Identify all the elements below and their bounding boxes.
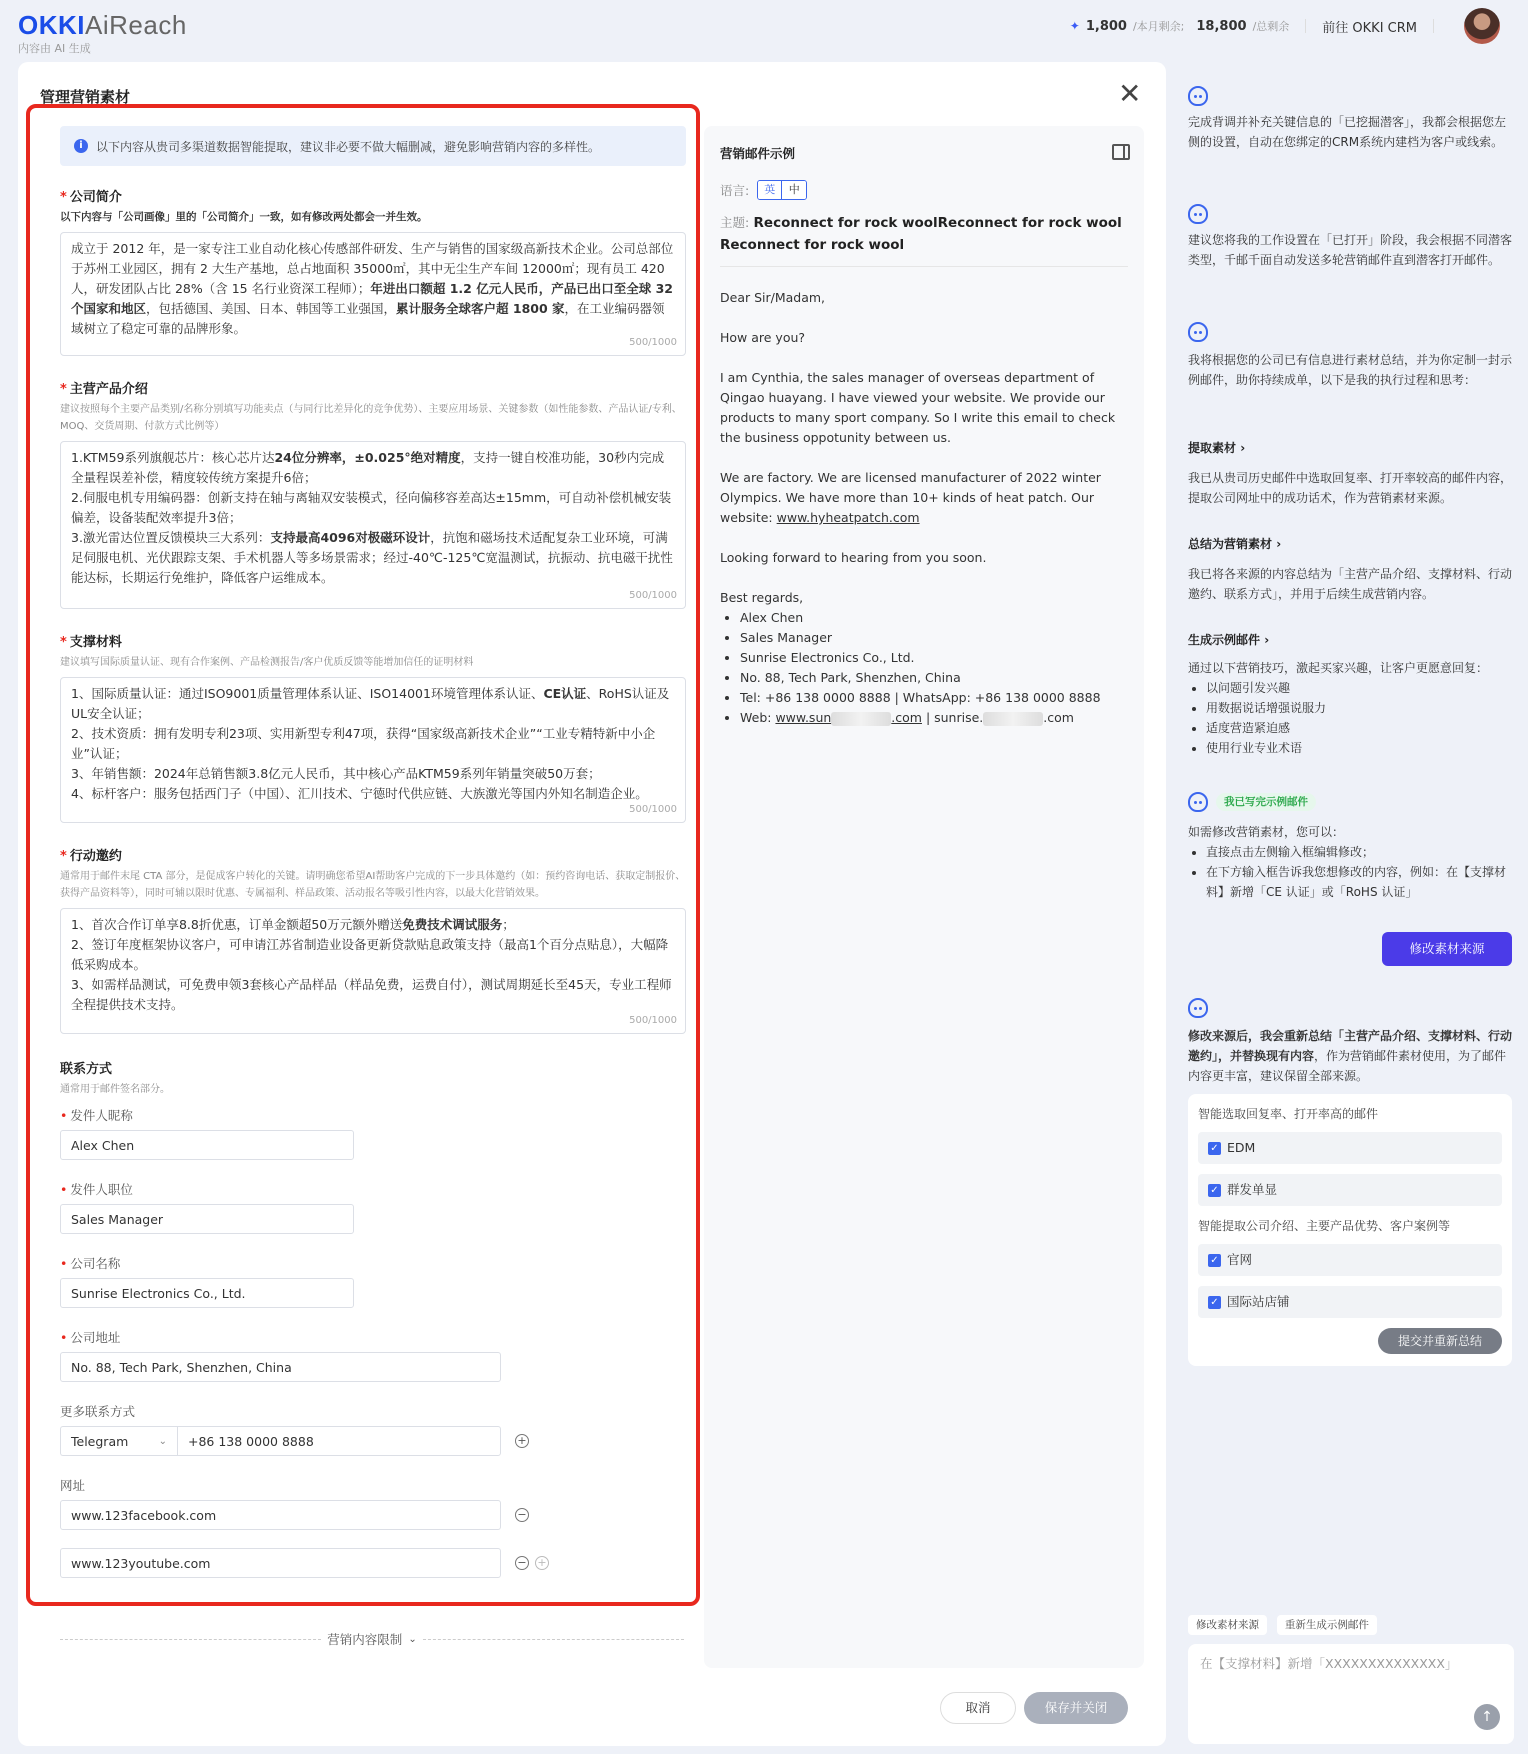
assistant-msg-5: 修改来源后，我会重新总结「主营产品介绍、支撑材料、行动邀约」，并替换现有内容，作为营销邮件素材使用，为了邮件内容更丰富，建议保留全部来源。 (1188, 1029, 1513, 1083)
redacted-blur (831, 712, 891, 726)
resubmit-button[interactable]: 提交并重新总结 (1378, 1328, 1502, 1354)
chevron-down-icon: ⌄ (408, 1633, 417, 1645)
company-intro-textarea[interactable]: 成立于 2012 年，是一家专注工业自动化核心传感部件研发、生产与销售的国家级高新技术企业。公司总部位于苏州工业园区，拥有 2 大生产基地，总占地面积 35000㎡，其中无尘生产车间 12000㎡；现有员工 420 人，研发团队占比 28%（含 15 名行业资深工程师）；年进出口额超 1.2 亿元人民币，产品已出口至全球 32 个国家和地区，包括德国、美国、日本、韩国等工业强国，累计服务全球客户超 1800 家，在工业编码器领域树立了稳定可靠的品牌形象。 500/1000 (60, 232, 686, 356)
assistant-msg-2: 建议您将我的工作设置在「已打开」阶段，我会根据不同潜客类型，千邮千面自动发送多轮营销邮件直到潜客打开邮件。 (1188, 233, 1513, 267)
address-input[interactable]: No. 88, Tech Park, Shenzhen, China (60, 1352, 501, 1382)
support-hint: 建议填写国际质量认证、现有合作案例、产品检测报告/客户优质反馈等能增加信任的证明材料 (60, 657, 474, 668)
contact-hint: 通常用于邮件签名部分。 (60, 1084, 170, 1095)
char-count: 500/1000 (629, 590, 677, 601)
crm-link[interactable]: 前往 OKKI CRM (1322, 20, 1417, 36)
step-generate[interactable]: 生成示例邮件 › (1188, 633, 1270, 647)
notice-text: 以下内容从贵司多渠道数据智能提取，建议非必要不做大幅删减，避免影响营销内容的多样性。 (96, 139, 601, 154)
app-logo: OKKIAiReach (18, 10, 187, 40)
send-arrow-icon[interactable]: ↑ (1474, 1704, 1500, 1730)
modify-source-button[interactable]: 修改素材来源 (1382, 932, 1512, 966)
add-circle-icon[interactable]: + (515, 1434, 529, 1448)
step-summarize-text: 我已将各来源的内容总结为「主营产品介绍、支撑材料、行动邀约、联系方式」，并用于后续生成营销内容。 (1188, 567, 1513, 601)
source-group-2-title: 智能提取公司介绍、主要产品优势、客户案例等 (1198, 1219, 1451, 1233)
main-products-hint: 建议按照每个主要产品类别/名称分别填写功能卖点（与同行比差异化的竞争优势）、主要应用场景、关键参数（如性能参数、产品认证/专利、MOQ、交货周期、付款方式比例等） (60, 404, 682, 432)
chevron-right-icon: › (1240, 441, 1246, 455)
monthly-count: 1,800 (1085, 18, 1127, 34)
email-body: Dear Sir/Madam, How are you? I am Cynthia, the sales manager of overseas department of Qingao huayang. I have viewed your website. We provide our products to many sport company. So I write this email to check the business oppotunity between us. We are factory. We are licensed manufacturer of 2022 winter Olympics. We have more than 10+ kinds of heat patch. Our website: www.hyheatpatch.com Looking forward to hearing from you soon. Best regards, • Alex Chen • Sales Manager • Sunrise Electronics Co., Ltd. • No. 88, Tech Park, Shenzhen, China • Tel: +86 138 0000 8888 | WhatsApp: +86 138 0000 8888 • Web: www.sun .com | sunrise. .com (720, 288, 1128, 728)
main-products-textarea[interactable]: 1.KTM59系列旗舰芯片：核心芯片达24位分辨率，±0.025°绝对精度，支持一键自校准功能，30秒内完成全量程误差补偿，精度较传统方案提升6倍； 2.伺服电机专用编码器：创新支持在轴与离轴双安装模式，径向偏移容差高达±15mm，可自动补偿机械安装偏差，设备装配效率提升3倍； 3.激光雷达位置反馈模块三大系列：支持最高4096对极磁环设计，抗饱和磁场技术适配复杂工业环境，可满足伺服电机、光伏跟踪支架、手术机器人等多场景需求；经过-40℃-125℃宽温测试，抗振动、抗电磁干扰性能达标，长期运行免维护，降低客户运维成本。 500/1000 (60, 441, 686, 609)
sparkle-icon: ✦ (1069, 19, 1080, 33)
more-contact-label: 更多联系方式 (60, 1404, 136, 1419)
panel-toggle-icon[interactable] (1112, 144, 1130, 160)
email-website-link[interactable]: www.hyheatpatch.com (776, 510, 920, 525)
tip-item: • 适度营造紧迫感 (1206, 718, 1514, 738)
char-count: 500/1000 (629, 804, 677, 815)
dialog-title: 管理营销素材 (40, 88, 131, 106)
notice-banner (60, 126, 686, 166)
robot-icon (1188, 86, 1208, 106)
info-icon: i (74, 139, 88, 153)
tip-item: • 使用行业专业术语 (1206, 738, 1514, 758)
email-title: 营销邮件示例 (720, 146, 796, 161)
ai-note: 内容由 AI 生成 (18, 42, 91, 55)
step-extract-text: 我已从贵司历史邮件中选取回复率、打开率较高的邮件内容，提取公司网址中的成功话术，作为营销素材来源。 (1188, 471, 1513, 505)
sender-name-input[interactable]: Alex Chen (60, 1130, 354, 1160)
address-label: • 公司地址 (60, 1330, 121, 1345)
company-name-label: • 公司名称 (60, 1256, 121, 1271)
lang-label: 语言: (720, 183, 750, 198)
robot-icon (1188, 204, 1208, 224)
checkbox-checked-icon: ✓ (1208, 1254, 1221, 1267)
chat-input[interactable]: 在【支撑材料】新增「XXXXXXXXXXXXXX」 ↑ (1188, 1644, 1514, 1744)
checkbox-checked-icon: ✓ (1208, 1184, 1221, 1197)
company-intro-hint: 以下内容与「公司画像」里的「公司简介」一致，如有修改两处都会一并生效。 (60, 211, 428, 223)
chip-modify-source[interactable]: 修改素材来源 (1188, 1615, 1267, 1635)
monthly-label: /本月剩余; (1132, 20, 1185, 33)
support-label: * 支撑材料 (60, 635, 122, 650)
email-subject: 主题: Reconnect for rock woolReconnect for rock wool Reconnect for rock wool (720, 212, 1128, 267)
assistant-msg-4: 如需修改营销素材，您可以： • 直接点击左侧输入框编辑修改； • 在下方输入框告诉我您想修改的内容，例如：在【支撑材料】新增「CE 认证」或「RoHS 认证」 (1188, 822, 1514, 902)
website-label: 网址 (60, 1478, 86, 1493)
website-input-1[interactable]: www.123facebook.com (60, 1500, 501, 1530)
sender-title-input[interactable]: Sales Manager (60, 1204, 354, 1234)
assistant-msg-3: 我将根据您的公司已有信息进行素材总结，并为你定制一封示例邮件，助你持续成单，以下是我的执行过程和思考： (1188, 353, 1513, 387)
cancel-button[interactable]: 取消 (940, 1692, 1016, 1724)
material-form (60, 126, 686, 1578)
top-bar (1070, 14, 1500, 38)
lang-zh[interactable]: 中 (782, 181, 806, 199)
company-name-input[interactable]: Sunrise Electronics Co., Ltd. (60, 1278, 354, 1308)
total-count: 18,800 (1196, 18, 1247, 34)
source-checkbox-bulk[interactable]: ✓ 群发单显 (1198, 1174, 1502, 1206)
remove-circle-icon[interactable]: − (515, 1556, 529, 1570)
step-extract[interactable]: 提取素材 › (1188, 441, 1246, 455)
source-checkbox-edm[interactable]: ✓ EDM (1198, 1132, 1502, 1164)
main-products-label: * 主营产品介绍 (60, 382, 148, 397)
chevron-down-icon: ⌄ (158, 1435, 167, 1447)
redacted-blur (983, 712, 1043, 726)
contact-label: 联系方式 (60, 1062, 113, 1077)
step-summarize[interactable]: 总结为营销素材 › (1188, 537, 1282, 551)
content-limit-toggle[interactable]: 营销内容限制 ⌄ (60, 1630, 684, 1648)
cta-label: * 行动邀约 (60, 849, 122, 864)
done-badge: 我已写完示例邮件 (1216, 793, 1316, 811)
contact-value-input[interactable]: +86 138 0000 8888 (177, 1426, 501, 1456)
sender-name-label: • 发件人昵称 (60, 1108, 133, 1123)
char-count: 500/1000 (629, 1015, 677, 1026)
step-generate-text: 通过以下营销技巧，激起买家兴趣，让客户更愿意回复： • 以问题引发兴趣 • 用数据说话增强说服力 • 适度营造紧迫感 • 使用行业专业术语 (1188, 658, 1514, 758)
save-close-button[interactable]: 保存并关闭 (1024, 1692, 1128, 1724)
cta-textarea[interactable]: 1、首次合作订单享8.8折优惠，订单金额超50万元额外赠送免费技术调试服务； 2、签订年度框架协议客户，可申请江苏省制造业设备更新贷款贴息政策支持（最高1个百分点贴息），大幅降低采购成本。 3、如需样品测试，可免费申领3套核心产品样品（样品免费，运费自付），测试周期延长至45天，专业工程师全程提供技术支持。 500/1000 (60, 908, 686, 1034)
robot-icon (1188, 322, 1208, 342)
assistant-msg-1: 完成背调并补充关键信息的「已挖掘潜客」，我都会根据您左侧的设置，自动在您绑定的CRM系统内建档为客户或线索。 (1188, 115, 1507, 149)
char-count: 500/1000 (629, 337, 677, 348)
quick-chips (1188, 1614, 1383, 1635)
source-checkbox-store[interactable]: ✓ 国际站店铺 (1198, 1286, 1502, 1318)
total-label: /总剩余 (1252, 20, 1290, 33)
more-contact-group (60, 1426, 501, 1456)
avatar[interactable] (1464, 8, 1500, 44)
lang-toggle[interactable] (757, 180, 807, 200)
company-intro-label: * 公司简介 (60, 190, 122, 205)
checkbox-checked-icon: ✓ (1208, 1142, 1221, 1155)
email-preview-card (704, 126, 1144, 1668)
sender-title-label: • 发件人职位 (60, 1182, 133, 1197)
chevron-right-icon: › (1264, 633, 1270, 647)
close-icon[interactable]: ✕ (1118, 77, 1142, 110)
tip-item: • 用数据说话增强说服力 (1206, 698, 1514, 718)
source-checkbox-website[interactable]: ✓ 官网 (1198, 1244, 1502, 1276)
chip-regenerate-email[interactable]: 重新生成示例邮件 (1277, 1615, 1377, 1635)
contact-type-select[interactable]: Telegram ⌄ (60, 1426, 177, 1456)
tip-item: • 以问题引发兴趣 (1206, 678, 1514, 698)
lang-en[interactable]: 英 (758, 181, 782, 199)
website-input-2[interactable]: www.123youtube.com (60, 1548, 501, 1578)
checkbox-checked-icon: ✓ (1208, 1296, 1221, 1309)
source-group-1-title: 智能选取回复率、打开率高的邮件 (1198, 1107, 1379, 1121)
robot-icon (1188, 792, 1208, 812)
chevron-right-icon: › (1276, 537, 1282, 551)
remove-circle-icon[interactable]: − (515, 1508, 529, 1522)
robot-icon (1188, 998, 1208, 1018)
support-textarea[interactable]: 1、国际质量认证：通过ISO9001质量管理体系认证、ISO14001环境管理体系认证、CE认证、RoHS认证及UL安全认证； 2、技术资质：拥有发明专利23项、实用新型专利47项，获得“国家级高新技术企业”“工业专精特新中小企业”认证； 3、年销售额：2024年总销售额3.8亿元人民币，其中核心产品KTM59系列年销量突破50万套； 4、标杆客户：服务包括西门子（中国）、汇川技术、宁德时代供应链、大族激光等国内外知名制造企业。 500/1000 (60, 677, 686, 823)
add-circle-icon[interactable]: + (535, 1556, 549, 1570)
source-selection-box (1188, 1094, 1512, 1366)
cta-hint: 通常用于邮件末尾 CTA 部分，是促成客户转化的关键。请明确您希望AI帮助客户完成的下一步具体邀约（如：预约咨询电话、获取定制报价、获得产品资料等），同时可辅以限时优惠、专属福利、样品政策、活动报名等吸引性内容，以最大化营销效果。 (60, 871, 686, 899)
